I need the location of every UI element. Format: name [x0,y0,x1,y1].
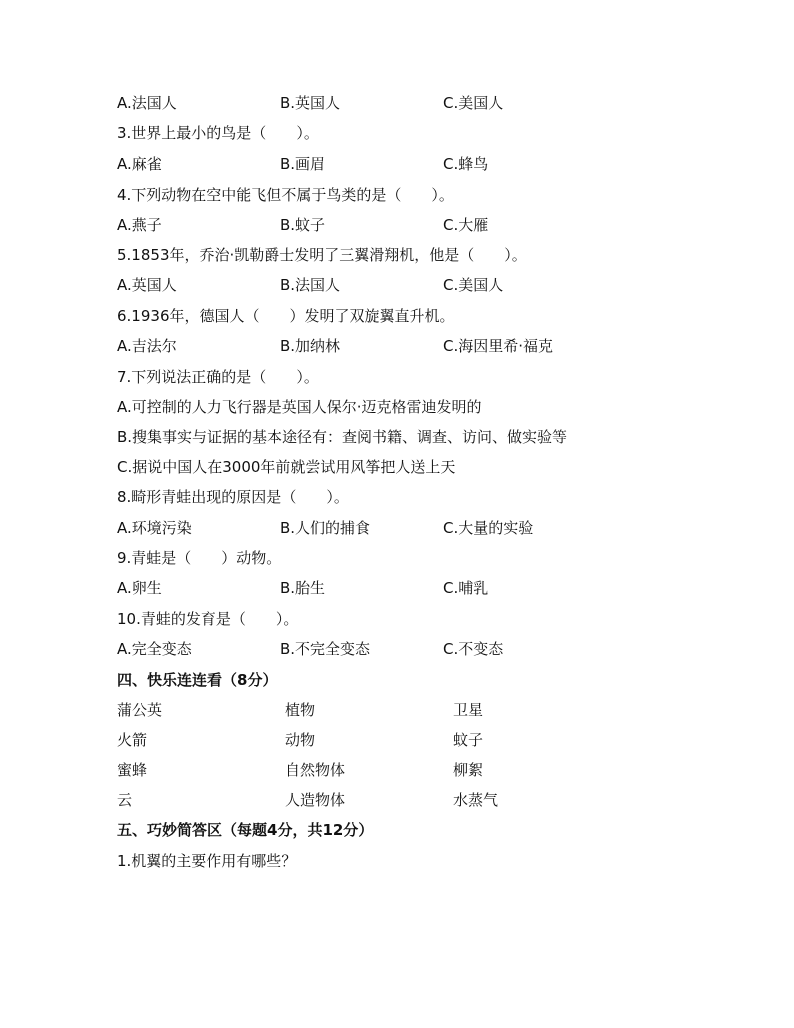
q4-option-a: A.燕子 [117,216,162,234]
q3-option-b: B.画眉 [280,155,326,173]
match-right-item: 柳絮 [453,761,484,779]
q9-option-a: A.卵生 [117,579,162,597]
section5-q1: 1.机翼的主要作用有哪些？ [117,852,297,870]
q7-option-b: B.搜集事实与证据的基本途径有：查阅书籍、调查、访问、做实验等 [117,428,568,446]
q2-option-c: C.美国人 [443,94,504,112]
q10-option-c: C.不变态 [443,640,504,658]
match-left-item: 蜜蜂 [117,761,148,779]
match-middle-item: 植物 [285,701,316,719]
q8-option-a: A.环境污染 [117,519,192,537]
section4-title: 四、快乐连连看（8分） [117,671,278,689]
match-left-item: 云 [117,791,133,809]
q6-option-c: C.海因里希·福克 [443,337,554,355]
q8-option-c: C.大量的实验 [443,519,534,537]
q9-option-c: C.哺乳 [443,579,489,597]
q5-option-c: C.美国人 [443,276,504,294]
match-middle-item: 自然物体 [285,761,346,779]
match-middle-item: 人造物体 [285,791,346,809]
q6-question: 6.1936年，德国人（ ）发明了双旋翼直升机。 [117,307,455,325]
q7-option-a: A.可控制的人力飞行器是英国人保尔·迈克格雷迪发明的 [117,398,482,416]
match-left-item: 火箭 [117,731,148,749]
q5-question: 5.1853年，乔治·凯勒爵士发明了三翼滑翔机，他是（ ）。 [117,246,527,264]
match-middle-item: 动物 [285,731,316,749]
q3-option-c: C.蜂鸟 [443,155,489,173]
q7-question: 7.下列说法正确的是（ ）。 [117,368,319,386]
q4-option-c: C.大雁 [443,216,489,234]
q9-option-b: B.胎生 [280,579,326,597]
q6-option-b: B.加纳林 [280,337,341,355]
match-right-item: 蚊子 [453,731,484,749]
q2-option-a: A.法国人 [117,94,177,112]
q2-option-b: B.英国人 [280,94,341,112]
match-right-item: 卫星 [453,701,484,719]
q7-option-c: C.据说中国人在3000年前就尝试用风筝把人送上天 [117,458,456,476]
section5-title: 五、巧妙简答区（每题4分，共12分） [117,821,374,839]
q4-option-b: B.蚊子 [280,216,326,234]
q10-option-a: A.完全变态 [117,640,192,658]
q8-question: 8.畸形青蛙出现的原因是（ ）。 [117,488,349,506]
q3-option-a: A.麻雀 [117,155,162,173]
q10-option-b: B.不完全变态 [280,640,371,658]
match-right-item: 水蒸气 [453,791,499,809]
q8-option-b: B.人们的捕食 [280,519,371,537]
q3-question: 3.世界上最小的鸟是（ ）。 [117,124,319,142]
q9-question: 9.青蛙是（ ）动物。 [117,549,282,567]
q5-option-b: B.法国人 [280,276,341,294]
match-left-item: 蒲公英 [117,701,163,719]
q6-option-a: A.吉法尔 [117,337,177,355]
q5-option-a: A.英国人 [117,276,177,294]
q10-question: 10.青蛙的发育是（ ）。 [117,610,299,628]
q4-question: 4.下列动物在空中能飞但不属于鸟类的是（ ）。 [117,186,454,204]
